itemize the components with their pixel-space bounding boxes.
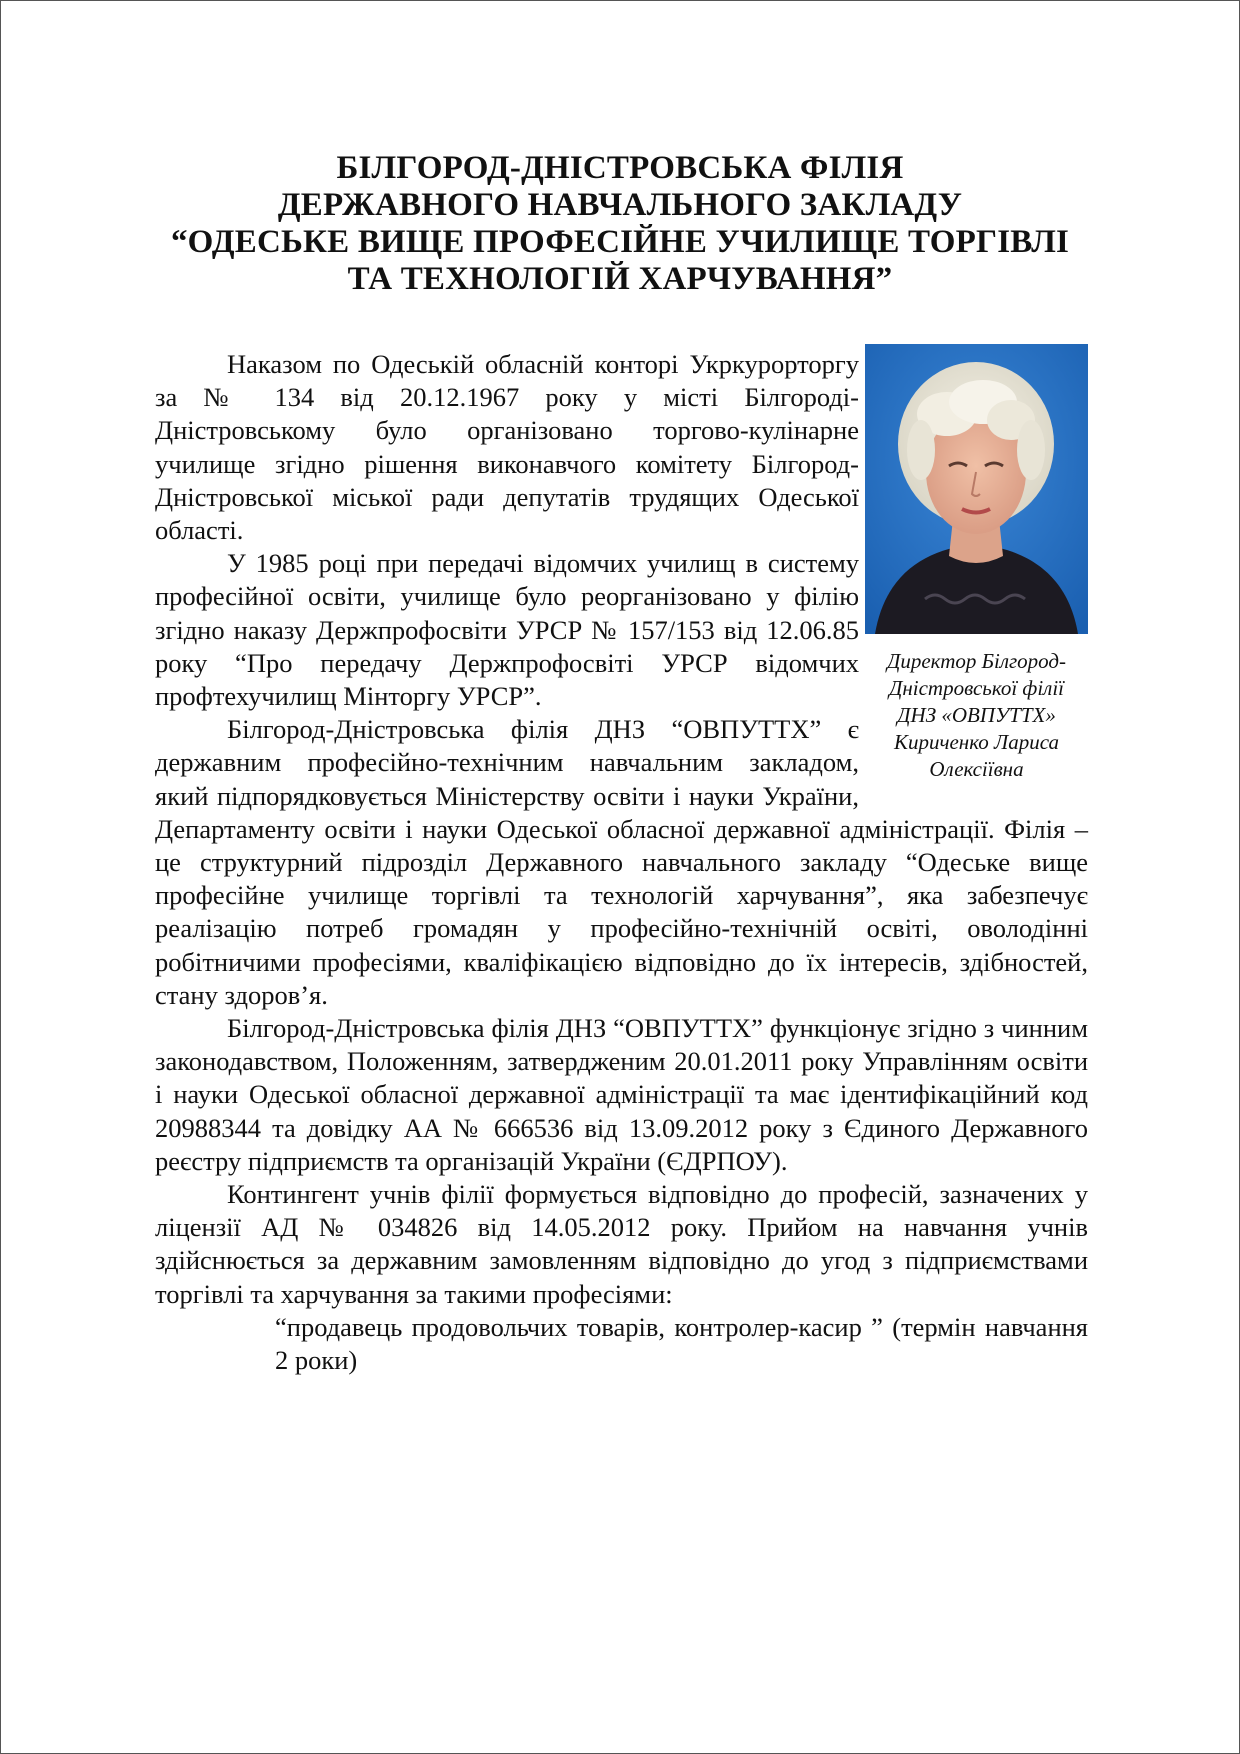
caption-line: ДНЗ «ОВПУТТХ» — [897, 703, 1056, 727]
director-photo-block — [865, 344, 1088, 783]
director-photo — [865, 344, 1088, 634]
caption-line: Олексіївна — [929, 757, 1024, 781]
caption-line: Директор Білгород- — [886, 649, 1067, 673]
title-line: БІЛГОРОД-ДНІСТРОВСЬКА ФІЛІЯ — [336, 150, 904, 186]
title-line: ТА ТЕХНОЛОГІЙ ХАРЧУВАННЯ” — [347, 261, 893, 297]
paragraph: Контингент учнів філії формується відповідно до професій, зазначених у ліцензії АД № 034826 від 14.05.2012 року. Прийом на навчання учнів здійснюється за державним замовленням відповідно до угод з підприємствами торгівлі та харчування за такими професіями: — [155, 1179, 1088, 1309]
article-body — [155, 348, 1088, 1377]
title-line: ДЕРЖАВНОГО НАВЧАЛЬНОГО ЗАКЛАДУ — [277, 187, 963, 223]
page-title — [150, 150, 1090, 298]
paragraph: Білгород-Дністровська філія ДНЗ “ОВПУТТХ” функціонує згідно з чинним законодавством, Положенням, затвердженим 20.01.2011 року Управлінням освіти і науки Одеської обласної державної адміністрації та має ідентифікаційний код 20988344 та довідку АА № 666536 від 13.09.2012 року з Єдиного Державного реєстру підприємств та організацій України (ЄДРПОУ). — [155, 1013, 1088, 1176]
caption-line: Дністровської філії — [889, 676, 1064, 700]
photo-caption — [865, 648, 1088, 783]
paragraph: Білгород-Дністровська філія ДНЗ “ОВПУТТХ” є державним професійно-технічним навчальним закладом, який підпорядковується Міністерству освіти і науки України, Департаменту освіти і науки Одеської обласної державної адміністрації. Філія – це структурний підрозділ Державного навчального закладу “Одеське вище професійне училище торгівлі та технологій харчування”, яка забезпечує реалізацію потреб громадян у професійно-технічній освіті, оволодінні робітничими професіями, кваліфікацією відповідно до їх інтересів, здібностей, стану здоров’я. — [155, 714, 1088, 1010]
portrait-illustration — [865, 344, 1088, 634]
caption-line: Кириченко Лариса — [894, 730, 1059, 754]
profession-item: “продавець продовольчих товарів, контролер-касир ” (термін навчання 2 роки) — [275, 1311, 1088, 1376]
paragraph: У 1985 році при передачі відомчих училищ в систему професійної освіти, училище було реорганізовано у філію згідно наказу Держпрофосвіти УРСР № 157/153 від 12.06.85 року “Про передачу Держпрофосвіті УРСР відомчих профтехучилищ Мінторгу УРСР”. — [155, 548, 859, 712]
paragraph: Наказом по Одеській обласній конторі Укркурорторгу за № 134 від 20.12.1967 року у місті Білгороді-Дністровському було організовано торгово-кулінарне училище згідно рішення виконавчого комітету Білгород-Дністровської міської ради депутатів трудящих Одеської області. — [155, 349, 859, 546]
title-line: “ОДЕСЬКЕ ВИЩЕ ПРОФЕСІЙНЕ УЧИЛИЩЕ ТОРГІВЛІ — [170, 224, 1070, 260]
